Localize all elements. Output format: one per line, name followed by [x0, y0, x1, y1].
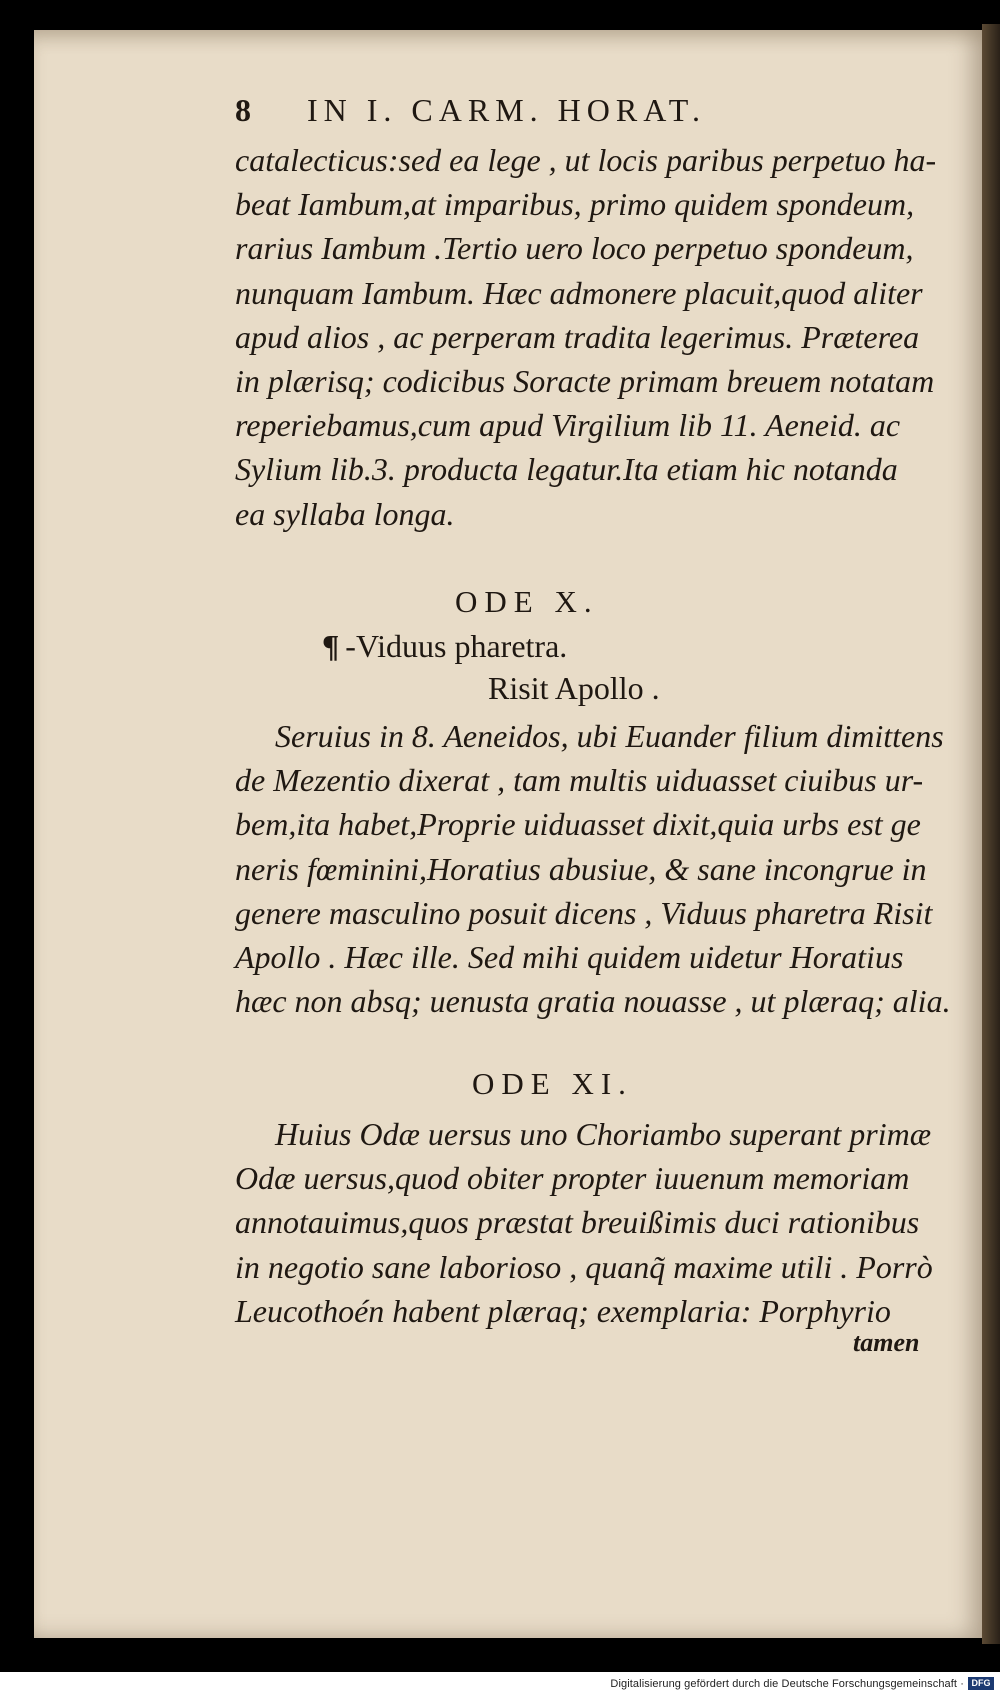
- catchword: tamen: [853, 1328, 920, 1357]
- text-line: genere masculino posuit dicens , Viduus pharetra Risit: [235, 894, 933, 931]
- dfg-logo: DFG: [968, 1677, 994, 1690]
- book-binding-edge: [982, 24, 1000, 1644]
- lemma-text: -Viduus pharetra.: [345, 628, 568, 664]
- lemma-line-2: Risit Apollo .: [488, 670, 660, 706]
- section-heading-ode-10: ODE X.: [455, 584, 599, 619]
- text-line: beat Iambum,at imparibus, primo quidem spondeum,: [235, 186, 915, 223]
- text-line: de Mezentio dixerat , tam multis uiduasset ciuibus ur-: [235, 762, 924, 799]
- text-line: Apollo . Hæc ille. Sed mihi quidem uidetur Horatius: [235, 939, 904, 976]
- text-line: bem,ita habet,Proprie uiduasset dixit,quia urbs est ge: [235, 806, 921, 843]
- footer-bar: [0, 1672, 1000, 1694]
- text-line: ea syllaba longa.: [235, 495, 455, 532]
- text-line: Leucothoén habent plæraq; exemplaria: Porphyrio: [235, 1292, 891, 1329]
- text-line: catalecticus:sed ea lege , ut locis paribus perpetuo ha-: [235, 142, 937, 178]
- page-number: 8: [235, 92, 251, 128]
- text-line: neris fœminini,Horatius abusiue, & sane incongrue in: [235, 850, 927, 887]
- pilcrow-icon: ¶: [322, 628, 340, 664]
- lemma-line-1: [322, 628, 1000, 665]
- paragraph-2: [235, 714, 951, 1023]
- text-line: in negotio sane laborioso , quanq̃ maxime utili . Porrò: [235, 1248, 933, 1285]
- paragraph-1: [235, 138, 935, 536]
- text-line: rarius Iambum .Tertio uero loco perpetuo spondeum,: [235, 230, 914, 267]
- text-line: annotauimus,quos præstat breuißimis duci rationibus: [235, 1204, 920, 1241]
- funding-credit: Digitalisierung gefördert durch die Deutsche Forschungsgemeinschaft ·: [610, 1678, 964, 1690]
- text-line: nunquam Iambum. Hæc admonere placuit,quod aliter: [235, 274, 923, 311]
- text-line: Odæ uersus,quod obiter propter iuuenum memoriam: [235, 1160, 910, 1197]
- text-line: Seruius in 8. Aeneidos, ubi Euander filium dimittens: [275, 718, 944, 754]
- section-heading-ode-11: ODE XI.: [472, 1066, 633, 1101]
- text-line: in plærisq; codicibus Soracte primam breuem notatam: [235, 363, 935, 400]
- running-head-title: IN I. CARM. HORAT.: [307, 92, 706, 128]
- running-head: [235, 92, 935, 129]
- text-line: hæc non absq; uenusta gratia nouasse , ut plæraq; alia.: [235, 983, 951, 1020]
- text-line: apud alios , ac perperam tradita legerimus. Præterea: [235, 318, 920, 355]
- paragraph-3: [235, 1112, 935, 1333]
- text-line: Huius Odæ uersus uno Choriambo superant primæ: [275, 1116, 932, 1152]
- text-line: Sylium lib.3. producta legatur.Ita etiam hic notanda: [235, 451, 898, 488]
- text-line: reperiebamus,cum apud Virgilium lib 11. Aeneid. ac: [235, 407, 901, 444]
